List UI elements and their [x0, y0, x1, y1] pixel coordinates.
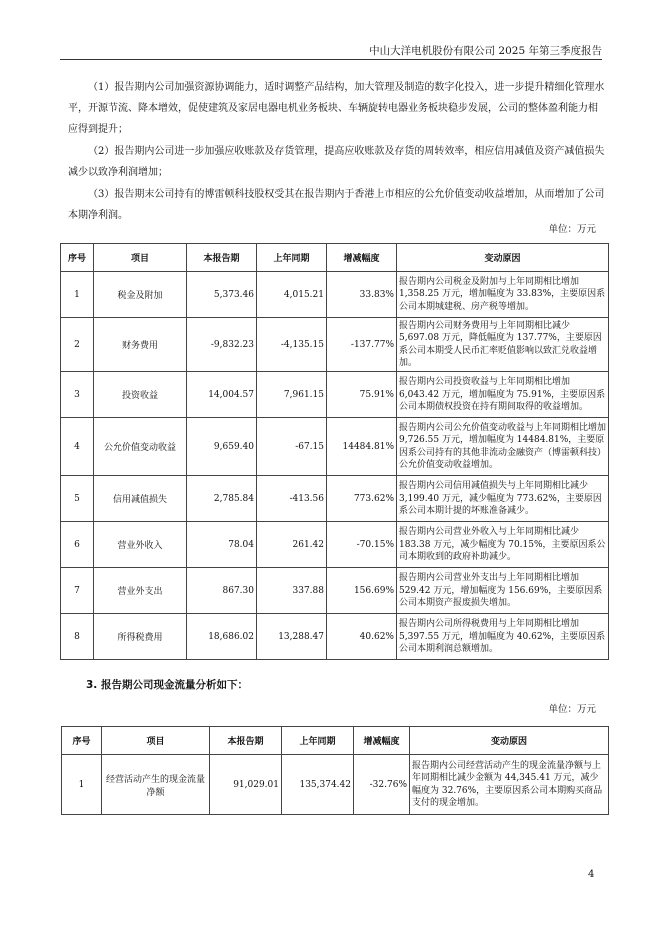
table-row [61, 476, 609, 522]
cell-current: 18,686.02 [187, 614, 257, 660]
cell-prior: 135,374.42 [282, 755, 354, 815]
cell-reason: 报告期内公司所得税费用与上年同期相比增加 5,397.55 万元，增加幅度为 40.62%，主要原因系公司本期利润总额增加。 [397, 614, 609, 660]
section-title-cash-flow: 3. 报告期公司现金流量分析如下： [86, 679, 248, 691]
col-header-item: 项目 [102, 727, 210, 755]
profit-change-table [60, 243, 609, 660]
cell-current: -9,832.23 [187, 318, 257, 372]
cell-prior: 337.88 [257, 568, 327, 614]
cell-no: 4 [61, 418, 94, 476]
cell-item: 营业外收入 [94, 522, 187, 568]
cell-change: -137.77% [327, 318, 397, 372]
cell-change: 33.83% [327, 272, 397, 318]
table-row [61, 568, 609, 614]
cell-no: 3 [61, 372, 94, 418]
table-row [62, 755, 609, 815]
cell-prior: 13,288.47 [257, 614, 327, 660]
cell-current: 14,004.57 [187, 372, 257, 418]
cell-no: 5 [61, 476, 94, 522]
cell-prior: 261.42 [257, 522, 327, 568]
table-row [61, 372, 609, 418]
cell-change: 156.69% [327, 568, 397, 614]
cell-current: 2,785.84 [187, 476, 257, 522]
report-title: 中山大洋电机股份有限公司 2025 年第三季度报告 [369, 45, 602, 57]
paragraph-1-text: （1）报告期内公司加强资源协调能力，适时调整产品结构，加大管理及制造的数字化投入，进一步提升精细化管理水平，开源节流、降本增效，促使建筑及家居电器电机业务板块、车辆旋转电器业务板块稳步发展，公司的整体盈利能力相应得到提升； [68, 82, 605, 135]
col-header-current: 本报告期 [210, 727, 282, 755]
col-header-change: 增减幅度 [327, 244, 397, 272]
cell-reason: 报告期内公司财务费用与上年同期相比减少 5,697.08 万元，降低幅度为 137.77%，主要原因系公司本期受人民币汇率贬值影响以致汇兑收益增加。 [397, 318, 609, 372]
cell-no: 1 [61, 272, 94, 318]
cell-prior: -4,135.15 [257, 318, 327, 372]
unit-label: 单位：万元 [548, 224, 596, 235]
cell-change: -32.76% [354, 755, 410, 815]
cell-item: 经营活动产生的现金流量净额 [102, 755, 210, 815]
cell-change: 14484.81% [327, 418, 397, 476]
cell-prior: 4,015.21 [257, 272, 327, 318]
cell-item: 公允价值变动收益 [94, 418, 187, 476]
col-header-no: 序号 [61, 244, 94, 272]
page-header [60, 41, 602, 60]
cash-flow-table [61, 726, 609, 815]
col-header-no: 序号 [62, 727, 102, 755]
col-header-reason: 变动原因 [410, 727, 609, 755]
paragraph-3 [68, 184, 606, 226]
table-row [61, 614, 609, 660]
cell-item: 营业外支出 [94, 568, 187, 614]
cell-reason: 报告期内公司公允价值变动收益与上年同期相比增加 9,726.55 万元，增加幅度为 14484.81%，主要原因系公司持有的其他非流动金融资产（博雷顿科技）公允价值变动收益增加。 [397, 418, 609, 476]
cell-no: 2 [61, 318, 94, 372]
cell-item: 所得税费用 [94, 614, 187, 660]
cell-no: 8 [61, 614, 94, 660]
col-header-prior: 上年同期 [257, 244, 327, 272]
cell-current: 9,659.40 [187, 418, 257, 476]
cell-reason: 报告期内公司营业外支出与上年同期相比增加 529.42 万元，增加幅度为 156.69%，主要原因系公司本期资产报废损失增加。 [397, 568, 609, 614]
cell-reason: 报告期内公司经营活动产生的现金流量净额与上年同期相比减少金额为 44,345.41 万元，减少幅度为 32.76%，主要原因系公司本期购买商品支付的现金增加。 [410, 755, 609, 815]
col-header-item: 项目 [94, 244, 187, 272]
paragraph-1 [68, 77, 606, 140]
col-header-prior: 上年同期 [282, 727, 354, 755]
cell-change: 75.91% [327, 372, 397, 418]
cell-change: 773.62% [327, 476, 397, 522]
table-row [61, 272, 609, 318]
cell-change: 40.62% [327, 614, 397, 660]
cell-item: 投资收益 [94, 372, 187, 418]
paragraph-2 [68, 141, 606, 183]
cell-item: 财务费用 [94, 318, 187, 372]
cell-no: 7 [61, 568, 94, 614]
cell-prior: 7,961.15 [257, 372, 327, 418]
table-row [61, 522, 609, 568]
table-row [61, 318, 609, 372]
col-header-change: 增减幅度 [354, 727, 410, 755]
cell-current: 91,029.01 [210, 755, 282, 815]
cell-current: 78.04 [187, 522, 257, 568]
cell-prior: -67.15 [257, 418, 327, 476]
cell-reason: 报告期内公司税金及附加与上年同期相比增加 1,358.25 万元，增加幅度为 33.83%，主要原因系公司本期城建税、房产税等增加。 [397, 272, 609, 318]
cell-reason: 报告期内公司信用减值损失与上年同期相比减少 3,199.40 万元，减少幅度为 773.62%，主要原因系公司本期计提的坏账准备减少。 [397, 476, 609, 522]
unit-label: 单位：万元 [548, 704, 596, 715]
paragraph-3-text: （3）报告期末公司持有的博雷顿科技股权受其在报告期内于香港上市相应的公允价值变动收益增加，从而增加了公司本期净利润。 [68, 189, 605, 221]
cell-no: 6 [61, 522, 94, 568]
cell-change: -70.15% [327, 522, 397, 568]
cell-no: 1 [62, 755, 102, 815]
table-header-row [61, 244, 609, 272]
cell-item: 信用减值损失 [94, 476, 187, 522]
col-header-reason: 变动原因 [397, 244, 609, 272]
cell-reason: 报告期内公司营业外收入与上年同期相比减少 183.38 万元，减少幅度为 70.15%，主要原因系公司本期收到的政府补助减少。 [397, 522, 609, 568]
cell-current: 5,373.46 [187, 272, 257, 318]
table-row [61, 418, 609, 476]
paragraph-2-text: （2）报告期内公司进一步加强应收账款及存货管理，提高应收账款及存货的周转效率，相应信用减值及资产减值损失减少以致净利润增加； [68, 146, 605, 178]
page-number: 4 [588, 869, 595, 880]
cell-item: 税金及附加 [94, 272, 187, 318]
col-header-current: 本报告期 [187, 244, 257, 272]
cell-current: 867.30 [187, 568, 257, 614]
cell-reason: 报告期内公司投资收益与上年同期相比增加 6,043.42 万元，增加幅度为 75.91%，主要原因系公司本期债权投资在持有期间取得的收益增加。 [397, 372, 609, 418]
table-header-row [62, 727, 609, 755]
cell-prior: -413.56 [257, 476, 327, 522]
